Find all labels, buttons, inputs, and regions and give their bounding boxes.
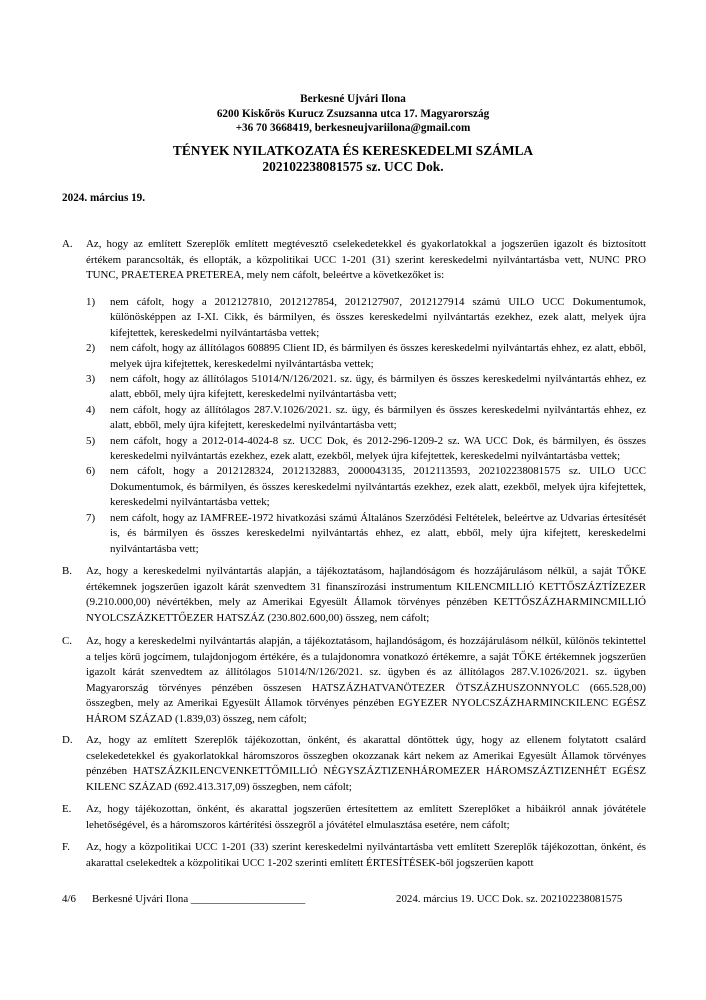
- section-letter: A.: [62, 238, 73, 250]
- section-letter: B.: [62, 565, 72, 577]
- section-a-list: [86, 295, 646, 557]
- list-item-text: nem cáfolt, hogy a 2012127810, 2012127854, 2012127907, 2012127914 számú UILO UCC Dokumentumok, különösképpen az I-XI. Cikk, és bármilyen, és összes kereskedelmi nyilvántartás ezekhez, ezek alatt, melyek újra kifejtettek, kereskedelmi nyilvántartásba vettek;: [110, 296, 646, 339]
- section-text: Az, hogy tájékozottan, önként, és akarattal jogszerűen értesítettem az említett Szereplőket a hibáikról annak jóvátétele lehetőségével, és a háromszoros kártérítési összegről a jóvátétel elmulasztása esetére, nem cáfolt;: [86, 803, 646, 831]
- section-e: [62, 802, 646, 833]
- list-item: [86, 403, 646, 434]
- section-text: Az, hogy a kereskedelmi nyilvántartás alapján, a tájékoztatásom, hajlandóságom és hozzájárulásom nélkül, a saját TŐKE értékemnek jogszerűen igazolt kárát szenvedtem 31 finanszírozási instrumentum KILENCMILLIÓ KETTŐSZÁZTÍZEZER (9.210.000,00) névértékben, mely az Amerikai Egyesült Államok törvényes pénzében KETTŐSZÁZHARMINCMILLIÓ NYOLCSZÁZKETTŐEZER HATSZÁZ (230.802.600,00) összeg, nem cáfolt;: [86, 565, 646, 624]
- list-item: [86, 464, 646, 510]
- title-line-2: 202102238081575 sz. UCC Dok.: [262, 159, 444, 174]
- sender-contact: +36 70 3668419, berkesneujvariilona@gmail.com: [235, 122, 471, 134]
- section-a: [62, 237, 646, 284]
- list-item-text: nem cáfolt, hogy a 2012-014-4024-8 sz. UCC Dok, és 2012-296-1209-2 sz. WA UCC Dok, és bármilyen, és összes kereskedelmi nyilvántartás ezekhez, ezek alatt, ezekből, melyek újra kifejtettek, kereskedelmi nyilvántartásba vettek;: [110, 434, 646, 463]
- section-text: Az, hogy a kereskedelmi nyilvántartás alapján, a tájékoztatásom, hajlandóságom, és hozzájárulásom nélkül, különös tekintettel a teljes körű jogcímem, tulajdonjogom értékére, és a tulajdonomra vonatkozó értékemre, a saját TŐKE értékemnek jogszerűen igazolt kárát szenvedtem az állítólagos 51014/N/126/2021. sz. ügyben és az állítólagos 287.V.1026/2021. sz. ügyben Magyarország törvényes pénzében összesen HATSZÁZHATVANÖTEZER ÖTSZÁZHUSZONNYOLC (665.528,00) összegben, mely az Amerikai Egyesült Államok törvényes pénzében EGYEZER NYOLCSZÁZHARMINCKILENC EGÉSZ HÁROM SZÁZAD (1.839,03) összeg, nem cáfolt;: [86, 635, 646, 725]
- section-text: Az, hogy az említett Szereplők említett megtévesztő cselekedetekkel és gyakorlatokkal a jogszerűen igazolt és biztosított értékem parancsolták, és ellopták, a közpolitikai UCC 1-201 (31) szerint kereskedelmi nyilvántartásba vett, NUNC PRO TUNC, PRAETEREA PRETEREA, mely nem cáfolt, beleértve a következőket is:: [86, 238, 646, 282]
- list-item-text: nem cáfolt, hogy az állítólagos 608895 Client ID, és bármilyen és összes kereskedelmi nyilvántartás ehhez, ez alatt, ebből, melyek újra kifejtettek, kereskedelmi nyilvántartásba vettek;: [110, 342, 646, 370]
- title-line-1: TÉNYEK NYILATKOZATA ÉS KERESKEDELMI SZÁMLA: [172, 143, 534, 158]
- list-item-number: 5): [86, 434, 96, 447]
- section-b: [62, 564, 646, 626]
- footer-reference: 2024. március 19. UCC Dok. sz. 202102238081575: [396, 893, 623, 905]
- list-item-text: nem cáfolt, hogy az állítólagos 51014/N/126/2021. sz. ügy, és bármilyen és összes kereskedelmi nyilvántartás ehhez, ez alatt, ebből, mely újra kifejtett, kereskedelmi nyilvántartásba vett;: [110, 373, 646, 401]
- list-item-text: nem cáfolt, hogy az IAMFREE-1972 hivatkozási számú Általános Szerződési Feltételek, beleértve az Udvarias értesítését is, és bármilyen és összes kereskedelmi nyilvántartás ehhez, ez alatt, ebből, mely újra kifejtett, kereskedelmi nyilvántartásba vett;: [110, 511, 646, 555]
- list-item-text: nem cáfolt, hogy az állítólagos 287.V.1026/2021. sz. ügy, és bármilyen és összes kereskedelmi nyilvántartás ehhez, ez alatt, ebből, mely újra kifejtett, kereskedelmi nyilvántartásba vett;: [110, 403, 646, 432]
- list-item: [86, 372, 646, 403]
- sender-name: Berkesné Ujvári Ilona: [300, 93, 406, 105]
- section-letter: E.: [62, 803, 72, 815]
- list-item-number: 7): [86, 511, 96, 524]
- document-title: [0, 143, 706, 175]
- sender-address: 6200 Kiskőrös Kurucz Zsuzsanna utca 17. Magyarország: [216, 107, 490, 120]
- list-item-number: 2): [86, 342, 96, 355]
- list-item-text: nem cáfolt, hogy a 2012128324, 2012132883, 2000043135, 2012113593, 202102238081575 sz. UILO UCC Dokumentumok, és bármilyen, és összes kereskedelmi nyilvántartás ezekhez, ezek alatt, ezekből, melyek újra kifejtettek, kereskedelmi nyilvántartásba vettek;: [110, 465, 646, 509]
- list-item-number: 4): [86, 403, 96, 416]
- section-letter: D.: [62, 734, 73, 746]
- list-item-number: 3): [86, 373, 96, 386]
- section-letter: F.: [62, 841, 70, 853]
- section-text: Az, hogy a közpolitikai UCC 1-201 (33) szerint kereskedelmi nyilvántartásba vett említett Szereplők tájékozottan, önként, és akarattal cselekedtek a közpolitikai UCC 1-202 szerinti említett ÉRTESÍTÉSEK-ből jogszerűen kapott: [86, 841, 646, 869]
- letterhead: [0, 92, 706, 136]
- page-number: 4/6: [62, 893, 76, 905]
- list-item-number: 1): [86, 296, 96, 308]
- section-f: [62, 840, 646, 871]
- list-item: [86, 295, 646, 341]
- document-date: 2024. március 19.: [62, 192, 146, 204]
- list-item: [86, 341, 646, 372]
- section-text: Az, hogy az említett Szereplők tájékozottan, önként, és akarattal döntöttek úgy, hogy az ellenem folytatott csalárd cselekedetekkel és gyakorlatokkal háromszoros összegben okozzanak kárt nekem az Amerikai Egyesült Államok törvényes pénzében HATSZÁZKILENCVENKETTŐMILLIÓ NÉGYSZÁZTIZENHÁROMEZER HÁROMSZÁZTIZENHÉT EGÉSZ KILENC SZÁZAD (692.413.317,09) összegben, nem cáfolt;: [86, 734, 646, 793]
- list-item: [86, 511, 646, 557]
- signature-line: Berkesné Ujvári Ilona _____________________: [92, 893, 306, 905]
- section-letter: C.: [62, 635, 72, 647]
- section-c: [62, 634, 646, 728]
- list-item-number: 6): [86, 465, 96, 478]
- list-item: [86, 434, 646, 465]
- section-d: [62, 733, 646, 795]
